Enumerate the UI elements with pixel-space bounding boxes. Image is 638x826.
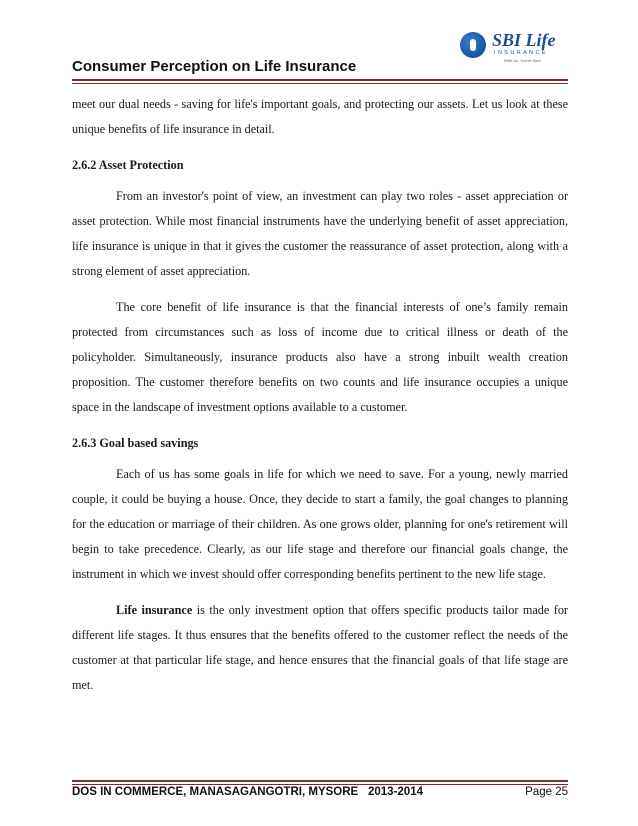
paragraph-rest: is the only investment option that offers specific products tailor made for different life stages. It thus ensures that the benefits offered to the customer reflect the needs of the customer at that particular life stage, and hence ensures that the financial goals of that life stage are met. bbox=[72, 603, 568, 692]
paragraph-goal-savings-2 bbox=[72, 598, 568, 698]
bold-life-insurance: Life insurance bbox=[116, 603, 193, 617]
page-content bbox=[72, 92, 568, 698]
paragraph-intro: meet our dual needs - saving for life's important goals, and protecting our assets. Let us look at these unique benefits of life insurance in detail. bbox=[72, 97, 568, 136]
page-number: Page 25 bbox=[525, 786, 568, 798]
paragraph-asset-protection-1: From an investor's point of view, an investment can play two roles - asset appreciation or asset protection. While most financial instruments have the underlying benefit of asset appreciation, life insurance is unique in that it gives the customer the reassurance of asset protection, along with a strong element of asset appreciation. bbox=[72, 189, 568, 278]
heading-asset-protection: 2.6.2 Asset Protection bbox=[72, 158, 184, 172]
logo-tagline: With Us, You're Sure bbox=[504, 58, 541, 63]
logo-subtitle: INSURANCE bbox=[494, 50, 548, 56]
sbi-life-logo bbox=[460, 30, 568, 66]
paragraph-asset-protection-2: The core benefit of life insurance is that the financial interests of one’s family remain protected from circumstances such as loss of income due to critical illness or death of the policyholder. Simultaneously, insurance products also have a strong inbuilt wealth creation proposition. The customer therefore benefits on two counts and life insurance occupies a unique space in the landscape of investment options available to a customer. bbox=[72, 300, 568, 414]
page-header bbox=[72, 28, 568, 84]
paragraph-goal-savings-1: Each of us has some goals in life for which we need to save. For a young, newly married couple, it could be buying a house. Once, they decide to start a family, the goal changes to planning for the education or marriage of their children. As one grows older, planning for one's retirement will begin to take precedence. Clearly, as our life stage and therefore our financial goals change, the instrument in which we invest should offer corresponding benefits pertinent to the new life stage. bbox=[72, 467, 568, 581]
logo-name: SBI Life bbox=[492, 30, 556, 50]
sbi-logo-icon bbox=[460, 32, 486, 58]
header-rule bbox=[72, 79, 568, 84]
footer-institution: DOS IN COMMERCE, MANASAGANGOTRI, MYSORE bbox=[72, 786, 359, 798]
footer-year: 2013-2014 bbox=[368, 786, 423, 798]
document-title: Consumer Perception on Life Insurance bbox=[72, 58, 357, 75]
footer-rule bbox=[72, 780, 568, 785]
heading-goal-based-savings: 2.6.3 Goal based savings bbox=[72, 436, 199, 450]
